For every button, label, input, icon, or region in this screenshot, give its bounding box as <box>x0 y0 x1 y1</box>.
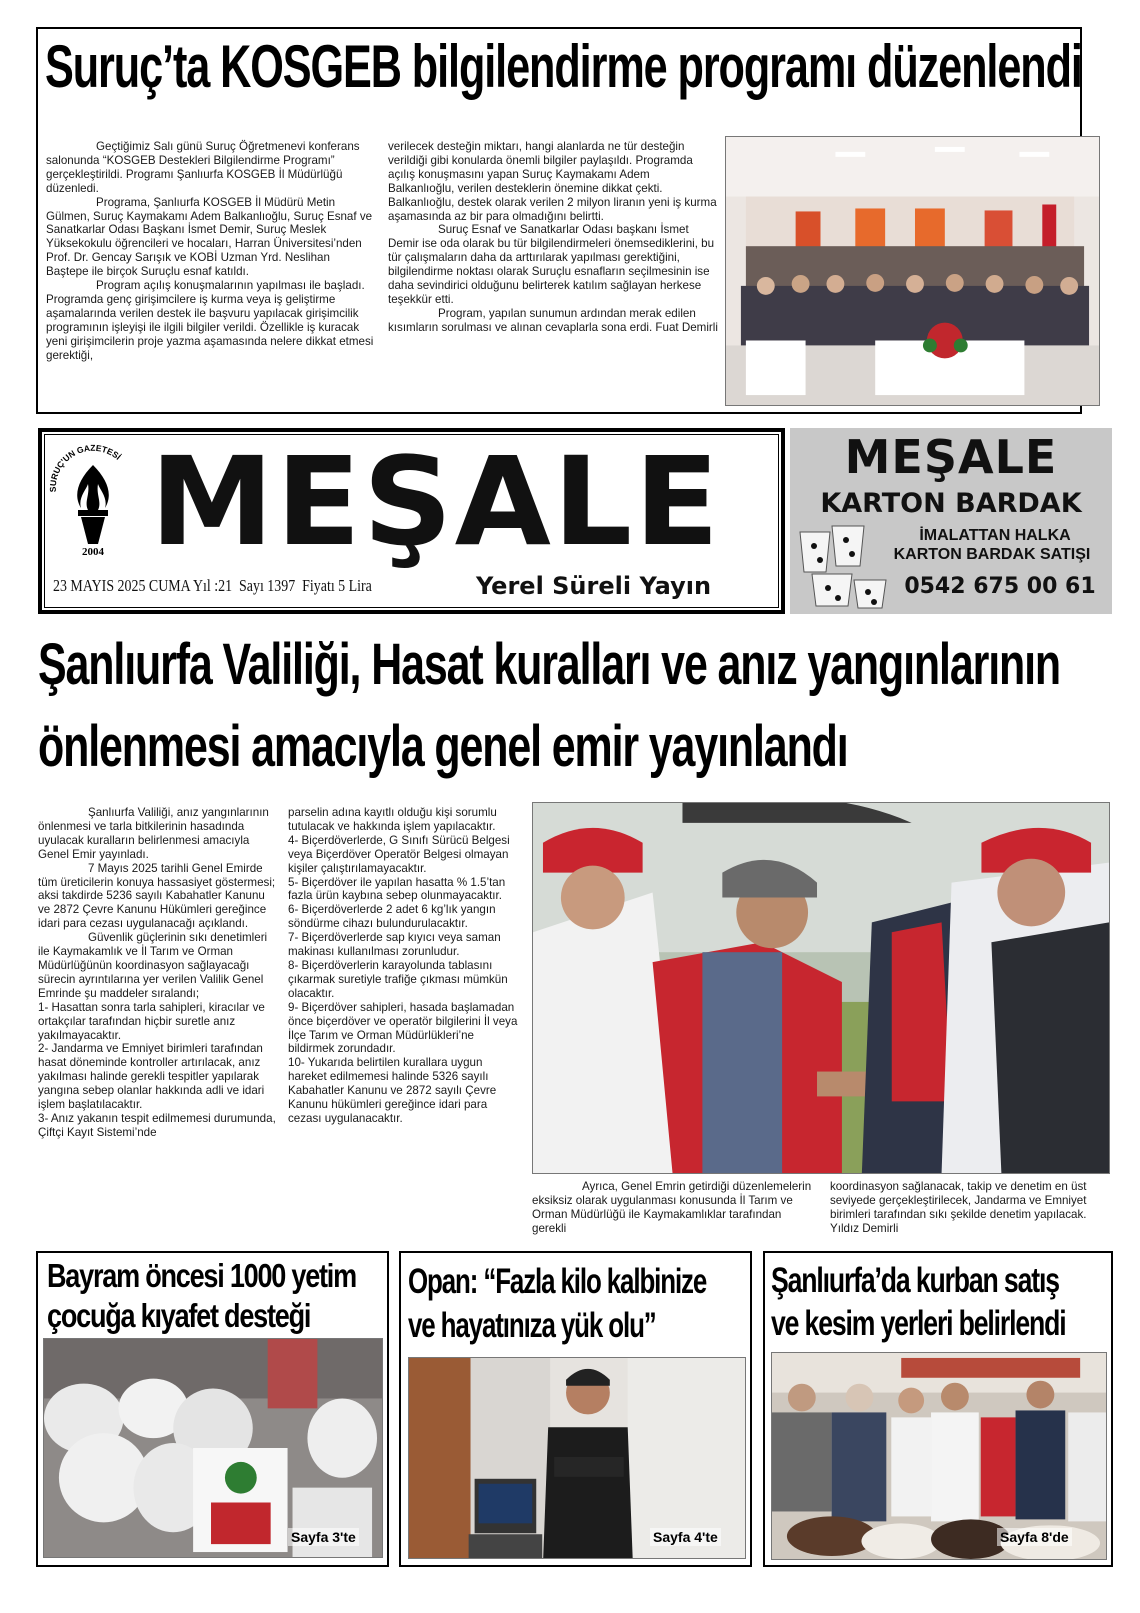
paragraph: Suruç Esnaf ve Sanatkarlar Odası başkanı İsmet Demir ise oda olarak bu tür bilgilendirmeleri önemsediklerini, bu tür çalışmaların daha da arttırılarak yapılması gerektiğini, bilgilendirme noktası olarak Suruçlu esnafların seçilmesinin ise daha sevindirici olduğunu belirterek katılım sağlayan herkese teşekkür etti. <box>388 223 715 306</box>
paragraph: 5- Biçerdöver ile yapılan hasatta % 1.5’tan fazla ürün kaybına sebep olunmayacaktır. <box>288 875 506 903</box>
paragraph: 10- Yukarıda belirtilen kurallara uygun hareket edilmemesi halinde 5326 sayılı Kabahatler Kanunu ve 2872 sayılı Çevre Kanunu hükümleri gereğince idari para cezası uygulanacaktır. <box>288 1056 497 1125</box>
paragraph: Şanlıurfa Valiliği, anız yangınlarının önlenmesi ve tarla bitkilerinin hasadında uyulacak kuralların belirlenmesi amacıyla Genel Emir yayınladı. <box>38 806 269 861</box>
main-headline-line-2: önlenmesi amacıyla genel emir yayınlandı <box>38 714 848 779</box>
torch-icon <box>48 440 138 558</box>
masthead-title: MEŞALE <box>150 431 722 573</box>
paragraph: Program, yapılan sunumun ardından merak edilen kısımların sorulması ve alınan cevaplarla sona erdi. Fuat Demirli <box>388 306 718 334</box>
box-2-page-ref: Sayfa 4'te <box>650 1528 721 1546</box>
main-story-col-1 <box>38 806 276 1140</box>
issue-price: Fiyatı 5 Lira <box>302 576 372 595</box>
ad-line-1: İMALATTAN HALKA <box>919 527 1071 544</box>
box-3-page-ref: Sayfa 8'de <box>997 1528 1072 1546</box>
issue-number: Sayı 1397 <box>239 576 296 595</box>
box-1-headline-1: Bayram öncesi 1000 yetim <box>47 1257 356 1294</box>
paragraph: 4- Biçerdöverlerde, G Sınıfı Sürücü Belgesi veya Biçerdöver Operatör Belgesi olmayan kişiler çalıştırılamayacaktır. <box>288 833 510 875</box>
box-3-headline-2: ve kesim yerleri belirlendi <box>771 1304 1066 1343</box>
paragraph: Program açılış konuşmalarının yapılması ile başladı. Programda genç girişimcilere iş kurma veya iş geliştirme aşamalarında verilen destek ile başvuru yapılacak girişimcilik programının işleyişi ile ilgili bilgiler verildi. Özellikle iş kuracak yeni girişimcilerin proje yazma aşamasında nelere dikkat etmesi gerektiği, <box>46 279 374 362</box>
top-story-col-2 <box>388 140 718 335</box>
main-story-col-2 <box>288 806 523 1126</box>
paragraph: parselin adına kayıtlı olduğu kişi sorumlu tutulacak ve hakkında işlem yapılacaktır. <box>288 806 497 833</box>
paper-cup-icon <box>792 522 890 610</box>
paragraph: Programa, Şanlıurfa KOSGEB İl Müdürü Metin Gülmen, Suruç Kaymakamı Adem Balkanlıoğlu, Suruç Esnaf ve Sanatkarlar Odası Başkanı İsmet Demir, Suruç Meslek Yüksekokulu öğrencileri ve hocaları, Harran Üniversitesi’nden Prof. Dr. Gencay Sarışık ve KOBİ Uzman Yrd. Neslihan Baştepe ile birçok Suruçlu esnaf katıldı. <box>46 195 373 279</box>
paragraph: 3- Anız yakanın tespit edilmemesi durumunda, Çiftçi Kayıt Sistemi’nde <box>38 1111 276 1139</box>
top-story-headline: Suruç’ta KOSGEB bilgilendirme programı düzenlendi <box>45 33 1082 100</box>
ad-phone: 0542 675 00 61 <box>904 574 1096 599</box>
ad-title: MEŞALE <box>844 430 1058 484</box>
ad-subtitle: KARTON BARDAK <box>820 488 1082 519</box>
masthead-year: 2004 <box>82 546 104 558</box>
paragraph: 1- Hasattan sonra tarla sahipleri, kiracılar ve ortakçılar tarafından hiçbir suretle anız yakılmayacaktır. <box>38 1000 265 1042</box>
paragraph: 7 Mayıs 2025 tarihli Genel Emirde tüm üreticilerin konuya hassasiyet göstermesi; aksi takdirde 5236 sayılı Kabahatler Kanunu ve 2872 Çevre Kanunu Hükümleri gereğince idari para cezası uygulanacağı açıklandı. <box>38 861 276 931</box>
ad-line-2: KARTON BARDAK SATIŞI <box>893 546 1091 563</box>
paragraph: verilecek desteğin miktarı, hangi alanlarda ne tür desteğin verildiği gibi konularda önemli bilgiler paylaşıldı. Programda açılış konuşmasını yapan Suruç Kaymakamı Adem Balkanlıoğlu, verilen desteklerin önemine dikkat çekti. Balkanlıoğlu, destek olarak verilen 2 milyon liranın yeni iş kurma aşamasında az bir para olmadığını belirtti. <box>388 140 717 223</box>
field-inspection-photo <box>532 802 1110 1174</box>
paragraph: 6- Biçerdöverlerde 2 adet 6 kg’lık yangın söndürme cihazı bulundurulacaktır. <box>288 903 496 931</box>
paragraph: 8- Biçerdöverlerin karayolunda tablasını çıkarmak suretiyle trafiğe çıkması mümkün olacaktır. <box>288 958 508 1000</box>
main-headline-line-1: Şanlıurfa Valiliği, Hasat kuralları ve anız yangınlarının <box>38 632 1061 697</box>
clothing-bags-photo <box>43 1338 383 1558</box>
box-3-headline-1: Şanlıurfa’da kurban satış <box>771 1261 1059 1300</box>
masthead-info-line <box>53 576 372 596</box>
masthead-subtitle: Yerel Süreli Yayın <box>476 572 712 600</box>
paragraph: 2- Jandarma ve Emniyet birimleri tarafından hasat döneminde kontroller artırılacak, anız yakılması halinde gerekli tespitler yapılarak yangına sebep olanlar hakkında adli ve idari işlem başlatılacaktır. <box>38 1042 265 1112</box>
paragraph: Güvenlik güçlerinin sıkı denetimleri ile Kaymakamlık ve İl Tarım ve Orman Müdürlüğünün koordinasyon sağlayacağı sürecin ayrıntılarına yer verilen Valilik Genel Emrinde şu maddeler sıralandı; <box>38 931 268 1000</box>
issue-date: 23 MAYIS 2025 CUMA <box>53 576 190 595</box>
issue-year: Yıl :21 <box>192 576 233 595</box>
main-story-col-3 <box>532 1180 814 1236</box>
top-story-col-1 <box>46 140 374 363</box>
paragraph: koordinasyon sağlanacak, takip ve denetim en üst seviyede gerçekleştirilecek, Jandarma ve Emniyet birimleri tarafından sıkı şekilde denetim yapılacak. Yıldız Demirli <box>830 1180 1087 1235</box>
box-1-headline-2: çocuğa kıyafet desteği <box>47 1297 311 1334</box>
paragraph: 7- Biçerdöverlerde sap kıyıcı veya saman makinası kullanılması zorunludur. <box>288 931 501 959</box>
masthead-arc-text: SURUÇ'UN GAZETESİ <box>48 442 123 493</box>
box-1-page-ref: Sayfa 3'te <box>288 1528 359 1546</box>
conference-hall-photo <box>725 136 1100 406</box>
main-story-col-4 <box>830 1180 1110 1236</box>
paragraph: 9- Biçerdöver sahipleri, hasada başlamadan önce biçerdöver ve operatör bilgilerini İl veya İlçe Tarım ve Orman Müdürlükleri’ne bildirmek zorundadır. <box>288 1000 518 1056</box>
paragraph: Geçtiğimiz Salı günü Suruç Öğretmenevi konferans salonunda “KOSGEB Destekleri Bilgilendirme Programı” gerçekleştirildi. Programı Şanlıurfa KOSGEB İl Müdürlüğü düzenledi. <box>46 140 360 195</box>
box-2-headline-2: ve hayatınıza yük olu” <box>408 1306 656 1345</box>
paragraph: Ayrıca, Genel Emrin getirdiği düzenlemelerin eksiksiz olarak uygulanması konusunda İl Tarım ve Orman Müdürlüğü ile Kaymakamlıklar tarafından gerekli <box>532 1180 812 1235</box>
box-2-headline-1: Opan: “Fazla kilo kalbinize <box>408 1262 707 1301</box>
